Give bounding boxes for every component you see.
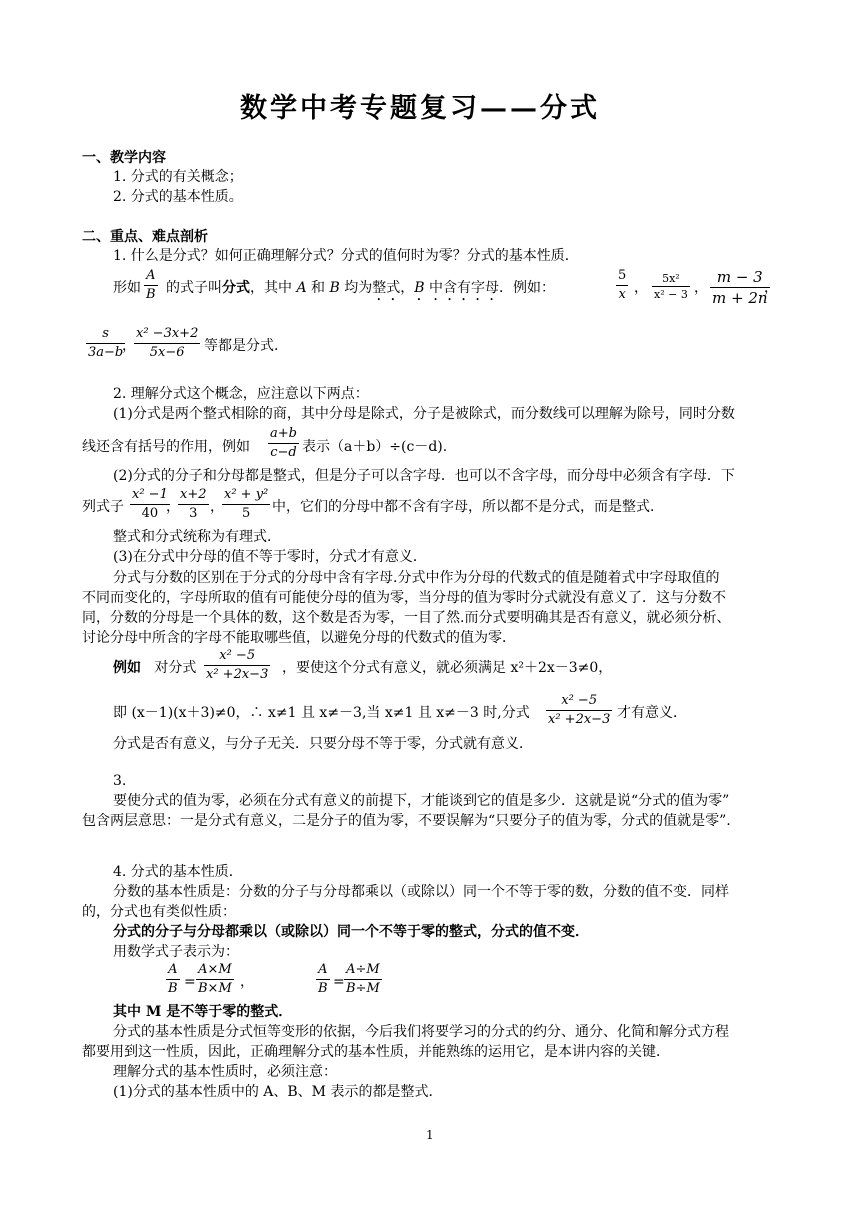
comma: ，	[634, 280, 648, 296]
paragraph-bold: 其中 M 是不等于零的整式．	[113, 1004, 293, 1020]
list-item: 1. 分式的有关概念；	[113, 169, 243, 185]
comma: ，	[210, 499, 224, 515]
paragraph: 才有意义．	[617, 705, 687, 721]
example-fraction-2	[652, 272, 690, 301]
var-B: B	[329, 280, 340, 296]
text: 的式子叫	[166, 280, 222, 296]
section-heading: 二、重点、难点剖析	[82, 229, 208, 245]
text: 和	[311, 280, 326, 296]
comma: ，	[166, 499, 180, 515]
text: 对分式	[154, 660, 197, 676]
denominator: 3	[189, 506, 198, 521]
numerator: x² −3x+2	[134, 326, 200, 344]
numerator: A	[166, 962, 180, 980]
numerator: x+2	[178, 487, 209, 505]
denominator: B÷M	[346, 981, 380, 996]
example-fraction	[204, 648, 270, 683]
page-number: 1	[426, 1128, 434, 1142]
comma: ，	[694, 280, 708, 296]
denominator: B×M	[198, 981, 232, 996]
denominator: 40	[141, 506, 159, 521]
paragraph: 即 (x－1)(x＋3)≠0，∴ x≠1 且 x≠－3,当 x≠1 且 x≠－3 时,分式	[113, 705, 530, 721]
denominator: x	[618, 287, 626, 302]
denominator: B	[168, 981, 178, 996]
paragraph: 包含两层意思：一是分式有意义，二是分子的值为零，不要误解为“只要分子的值为零，分式的值就是零”.	[82, 813, 731, 829]
text: 形如	[113, 280, 141, 296]
numerator: a+b	[268, 426, 299, 444]
emphasis-integer: 整式	[372, 280, 401, 296]
paragraph: 的，分式也有类似性质：	[82, 904, 236, 920]
denominator: x² − 3	[654, 288, 688, 301]
text: ，	[400, 280, 415, 296]
paragraph: 分式的基本性质是分式恒等变形的依据，今后我们将要学习的分式的约分、通分、化简和解分式方程	[113, 1024, 729, 1040]
paragraph: 同，分数的分母是一个具体的数，这个数是否为零，一目了然.而分式要明确其是否有意义，就必须分析、	[82, 610, 731, 626]
paragraph: 要使分式的值为零，必须在分式有意义的前提下，才能谈到它的值是多少．这就是说“分式的值为零”	[113, 793, 730, 809]
var-B: B	[414, 280, 425, 296]
fraction-example	[130, 487, 170, 522]
numerator: x² + y²	[222, 487, 270, 505]
paragraph: 2. 理解分式这个概念，应注意以下两点：	[113, 386, 369, 402]
paragraph: ，要使这个分式有意义，就必须满足 x²＋2x－3≠0，	[282, 660, 613, 676]
text: ，其中	[250, 280, 292, 296]
numerator: x² −5	[204, 648, 270, 666]
formula-left-fraction	[316, 962, 330, 997]
numerator: A	[144, 268, 158, 286]
denominator: B	[146, 287, 156, 302]
paragraph: 1. 什么是分式？如何正确理解分式？分式的值何时为零？分式的基本性质．	[113, 248, 579, 264]
paragraph: 等都是分式．	[204, 338, 288, 354]
equals-sign: =	[333, 974, 345, 990]
paragraph: (1)分式是两个整式相除的商，其中分母是除式，分子是被除式，而分数线可以理解为除号，同时分数	[113, 406, 735, 422]
example-fraction-5	[134, 326, 200, 361]
formula-right-fraction	[344, 962, 382, 997]
numerator: A×M	[196, 962, 234, 980]
numerator: A	[316, 962, 330, 980]
fraction-a-plus-b-over-c-minus-d	[268, 426, 299, 461]
numerator: s	[86, 326, 125, 344]
comma: ，	[240, 974, 254, 990]
numerator: A÷M	[344, 962, 382, 980]
paragraph: 分数的基本性质是：分数的分子与分母都乘以（或除以）同一个不等于零的数，分数的值不变．同样	[113, 884, 729, 900]
paragraph: 3.	[113, 773, 127, 789]
paragraph: 分式与分数的区别在于分式的分母中含有字母.分式中作为分母的代数式的值是随着式中字母取值的	[113, 570, 720, 586]
denominator: 5x−6	[149, 345, 185, 360]
paragraph: 中，它们的分母中都不含有字母，所以都不是分式，而是整式．	[272, 499, 664, 515]
example-label: 例如	[113, 660, 141, 676]
numerator: 5	[616, 268, 628, 286]
numerator: x² −1	[130, 487, 170, 505]
denominator: m + 2n	[712, 289, 768, 307]
paragraph: 不同而变化的，字母所取的值有可能使分母的值为零，当分母的值为零时分式就没有意义了．这与分数不	[82, 590, 726, 606]
numerator: x² −5	[546, 693, 612, 711]
formula-right-fraction	[196, 962, 234, 997]
definition-line	[113, 278, 141, 298]
numerator: m − 3	[710, 268, 770, 288]
paragraph: 讨论分母中所含的字母不能取哪些值，以避免分母的代数式的值为零．	[82, 630, 516, 646]
page-title: 数学中考专题复习——分式	[240, 93, 600, 124]
comma: ，	[764, 280, 778, 296]
paragraph: 分式是否有意义，与分子无关．只要分母不等于零，分式就有意义．	[113, 736, 533, 752]
denominator: x² +2x−3	[548, 712, 611, 727]
definition-line-rest	[166, 278, 555, 304]
paragraph: 用数学式子表示为：	[113, 944, 239, 960]
paragraph: 表示（a＋b）÷(c－d).	[302, 439, 448, 455]
paragraph: 4. 分式的基本性质．	[113, 864, 243, 880]
example-fraction	[546, 693, 612, 728]
list-item: 2. 分式的基本性质。	[113, 189, 243, 205]
denominator: 5	[241, 506, 251, 521]
denominator: B	[318, 981, 328, 996]
example-fraction-3	[710, 268, 770, 307]
paragraph: 列式子	[82, 499, 124, 515]
section-heading: 一、教学内容	[82, 150, 166, 166]
numerator: 5x²	[652, 272, 690, 287]
fraction-A-over-B	[144, 268, 158, 303]
fraction-example	[178, 487, 209, 522]
var-A: A	[296, 280, 307, 296]
comma: ，	[122, 338, 136, 354]
denominator: c−d	[270, 445, 297, 460]
equals-sign: =	[184, 974, 196, 990]
denominator: x² +2x−3	[206, 667, 269, 682]
paragraph: (1)分式的基本性质中的 A、B、M 表示的都是整式．	[113, 1084, 443, 1100]
text: ．例如：	[498, 280, 555, 296]
paragraph: (3)在分式中分母的值不等于零时，分式才有意义．	[113, 549, 427, 565]
paragraph: 理解分式的基本性质时，必须注意：	[113, 1064, 337, 1080]
denominator: 3a−b	[88, 345, 124, 360]
paragraph: (2)分式的分子和分母都是整式，但是分子可以含字母．也可以不含字母，而分母中必须含有字母．下	[113, 468, 735, 484]
fraction-example	[222, 487, 270, 522]
term-fraction: 分式	[222, 280, 250, 296]
example-fraction-1	[616, 268, 628, 303]
example-fraction-4	[86, 326, 125, 361]
paragraph: 都要用到这一性质，因此，正确理解分式的基本性质，并能熟练的运用它，是本讲内容的关键．	[82, 1044, 670, 1060]
formula-left-fraction	[166, 962, 180, 997]
example-line	[113, 658, 196, 678]
emphasis-letters: 中含有字母	[428, 280, 499, 296]
paragraph: 整式和分式统称为有理式．	[113, 529, 281, 545]
text: 均为	[344, 280, 373, 296]
paragraph: 线还含有括号的作用，例如	[82, 439, 250, 455]
paragraph-bold: 分式的分子与分母都乘以（或除以）同一个不等于零的整式，分式的值不变．	[113, 924, 589, 940]
